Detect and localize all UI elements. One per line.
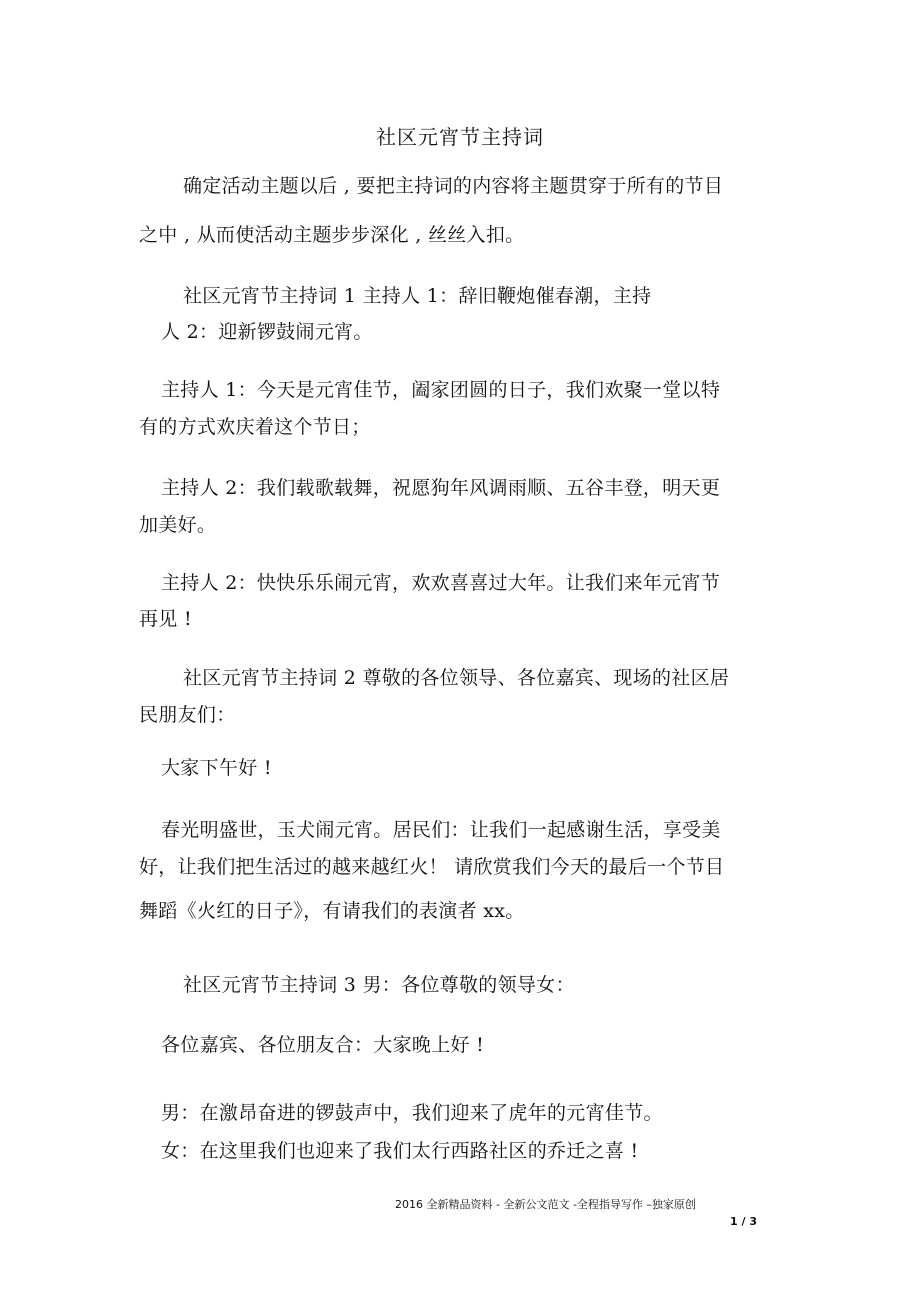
paragraph-line: 春光明盛世，玉犬闹元宵。居民们：让我们一起感谢生活，享受美 bbox=[161, 819, 721, 841]
paragraph-line: 社区元宵节主持词 1 主持人 1：辞旧鞭炮催春潮，主持 bbox=[183, 285, 652, 307]
paragraph-line: 女：在这里我们也迎来了我们太行西路社区的乔迁之喜 ! bbox=[161, 1140, 639, 1162]
paragraph-line: 社区元宵节主持词 3 男：各位尊敬的领导女： bbox=[183, 974, 575, 996]
paragraph-line: 加美好。 bbox=[139, 514, 217, 536]
paragraph-line: 主持人 2：我们载歌载舞，祝愿狗年风调雨顺、五谷丰登，明天更 bbox=[161, 477, 721, 499]
paragraph-line: 人 2：迎新锣鼓闹元宵。 bbox=[161, 321, 373, 343]
paragraph-line: 主持人 2：快快乐乐闹元宵，欢欢喜喜过大年。让我们来年元宵节 bbox=[161, 572, 721, 594]
paragraph-line: 男：在激昂奋进的锣鼓声中，我们迎来了虎年的元宵佳节。 bbox=[161, 1102, 663, 1124]
paragraph-line: 舞蹈《火红的日子》，有请我们的表演者 xx。 bbox=[139, 900, 525, 922]
paragraph-line: 确定活动主题以后 , 要把主持词的内容将主题贯穿于所有的节目 bbox=[183, 175, 724, 197]
paragraph-line: 各位嘉宾、各位朋友合：大家晚上好 ! bbox=[161, 1034, 485, 1056]
paragraph-line: 再见 ! bbox=[139, 608, 192, 630]
paragraph-line: 之中 , 从而使活动主题步步深化 , 丝丝入扣。 bbox=[139, 224, 525, 246]
page-number: 1 / 3 bbox=[730, 1215, 757, 1228]
footer-text: 2016 全新精品资料 - 全新公文范文 -全程指导写作 –独家原创 bbox=[395, 1198, 696, 1211]
paragraph-line: 大家下午好 ! bbox=[161, 757, 272, 779]
paragraph-line: 有的方式欢庆着这个节日； bbox=[139, 416, 371, 438]
paragraph-line: 民朋友们： bbox=[139, 704, 236, 726]
document-title: 社区元宵节主持词 bbox=[376, 125, 544, 149]
paragraph-line: 好，让我们把生活过的越来越红火！ 请欣赏我们今天的最后一个节目 bbox=[139, 856, 725, 878]
paragraph-line: 主持人 1：今天是元宵佳节，阖家团圆的日子，我们欢聚一堂以特 bbox=[161, 379, 721, 401]
paragraph-line: 社区元宵节主持词 2 尊敬的各位领导、各位嘉宾、现场的社区居 bbox=[183, 667, 730, 689]
